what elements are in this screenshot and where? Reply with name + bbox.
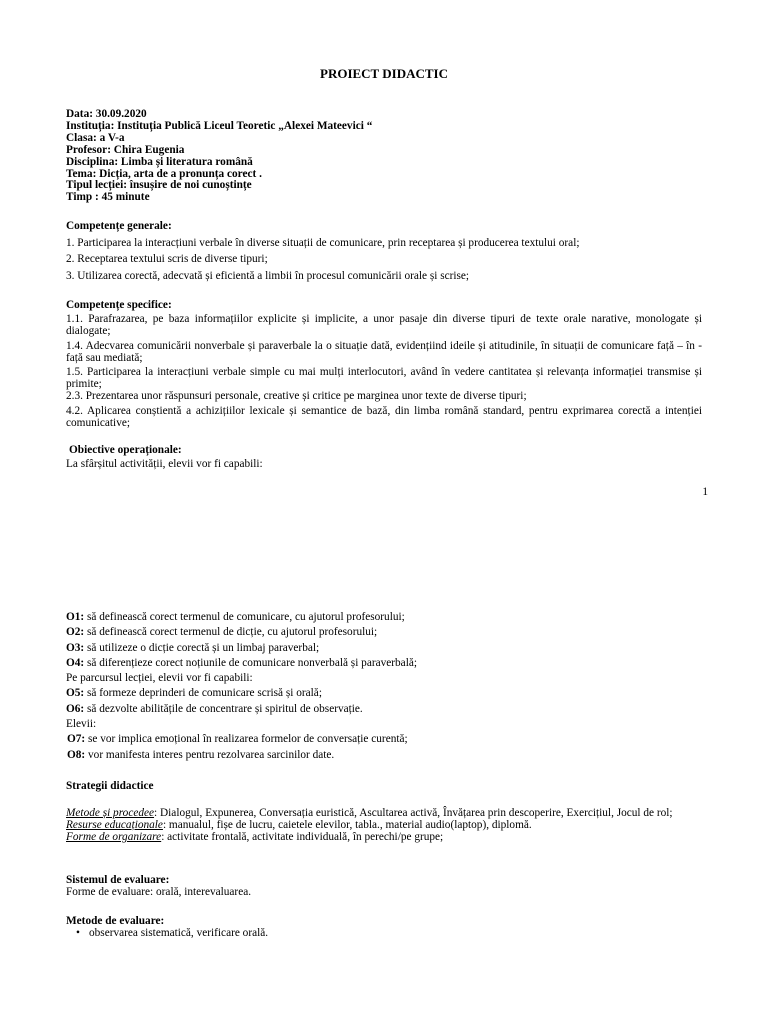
header-class: Clasa: a V-a xyxy=(66,131,125,144)
objective-text: să dezvolte abilitățile de concentrare și spiritul de observație. xyxy=(84,702,363,715)
organization-text: : activitate frontală, activitate individuală, în perechi/pe grupe; xyxy=(161,831,444,844)
methods-label: Metode și procedee xyxy=(66,807,155,819)
lesson-intro: Pe parcursul lecției, elevii vor fi capabili: xyxy=(66,672,253,685)
methods-line xyxy=(66,807,702,819)
header-date: Data: 30.09.2020 xyxy=(66,108,147,120)
objective-item xyxy=(66,656,702,671)
specific-competences xyxy=(66,299,702,429)
page-number: 1 xyxy=(702,486,708,498)
operational-objectives-heading: Obiective operaționale: xyxy=(69,444,182,456)
objective-text: vor manifesta interes pentru rezolvarea sarcinilor date. xyxy=(85,748,335,761)
header-time: Timp : 45 minute xyxy=(66,191,150,204)
resources-label: Resurse educaționale xyxy=(66,819,163,832)
specific-competence-item: 4.2. Aplicarea conștientă a achizițiilor lexicale și semantice de bază, din limba română standard, pentru exprimarea corectă a intenției comunicative; xyxy=(66,404,702,429)
evaluation-method-item: • observarea sistematică, verificare orală. xyxy=(66,927,702,939)
objective-code: O3: xyxy=(66,641,85,654)
resources-line xyxy=(66,819,702,831)
specific-competence-item: 1.4. Adecvarea comunicării nonverbale și paraverbale la o situație dată, evidențiind ideile și atitudinile, în situații de comunicare față – în - față sau mediată; xyxy=(66,339,702,364)
objective-item xyxy=(66,686,702,701)
objective-code: O6: xyxy=(66,702,85,715)
evaluation-methods-heading: Metode de evaluare: xyxy=(66,915,165,927)
evaluation-forms: Forme de evaluare: orală, interevaluarea. xyxy=(66,886,252,899)
objective-item xyxy=(66,625,702,640)
document-title: PROIECT DIDACTIC xyxy=(320,66,448,81)
strategies-heading: Strategii didactice xyxy=(66,780,154,792)
objectives-list xyxy=(66,610,702,763)
header-discipline: Disciplina: Limba și literatura română xyxy=(66,155,253,168)
objective-item xyxy=(66,610,702,625)
objective-code: O4: xyxy=(66,656,85,669)
operational-objectives-intro: La sfârșitul activității, elevii vor fi capabili: xyxy=(66,458,263,471)
objective-item xyxy=(66,732,702,747)
methods-text: : Dialogul, Expunerea, Conversația euristică, Ascultarea activă, Învățarea prin descoperire, Exercițiul, Jocul de rol; xyxy=(154,807,673,819)
organization-label: Forme de organizare xyxy=(66,831,162,844)
specific-competences-heading: Competențe specifice: xyxy=(66,299,172,311)
objective-code: O8: xyxy=(67,748,86,761)
evaluation-system xyxy=(66,874,702,898)
resources-text: : manualul, fișe de lucru, caietele elevilor, tabla., material audio(laptop), diplomă. xyxy=(162,819,532,832)
operational-objectives xyxy=(66,444,702,470)
objective-text: să utilizeze o dicție corectă și un limbaj paraverbal; xyxy=(84,641,320,654)
objective-text: să definească corect termenul de dicție, cu ajutorul profesorului; xyxy=(84,626,378,639)
objective-item xyxy=(66,702,702,717)
objective-code: O5: xyxy=(66,687,85,700)
general-competences xyxy=(66,220,702,282)
header-teacher: Profesor: Chira Eugenia xyxy=(66,143,185,156)
specific-competence-item: 1.5. Participarea la interacțiuni verbale simple cu mai mulți interlocutori, având în vedere cantitatea și relevanța informației transmise și primite; xyxy=(66,366,702,391)
specific-competence-item: 1.1. Parafrazarea, pe baza informațiilor explicite și implicite, a unor pasaje din diverse tipuri de texte orale narative, monologate și dialogate; xyxy=(66,313,702,338)
header-topic: Tema: Dicția, arta de a pronunța corect . xyxy=(66,167,262,180)
objective-text: să definească corect termenul de comunicare, cu ajutorul profesorului; xyxy=(84,611,405,623)
specific-competence-item: 2.3. Prezentarea unor răspunsuri personale, creative și critice pe marginea unor texte de diverse tipuri; xyxy=(66,390,527,403)
objective-item xyxy=(66,748,702,763)
general-competence-item: 1. Participarea la interacțiuni verbale în diverse situații de comunicare, prin receptarea și producerea textului oral; xyxy=(66,237,580,250)
header-block xyxy=(66,109,706,204)
strategies-block xyxy=(66,807,702,844)
objective-item xyxy=(66,641,702,656)
evaluation-methods xyxy=(66,915,702,939)
general-competences-heading: Competențe generale: xyxy=(66,220,172,232)
header-institution: Instituția: Instituția Publică Liceul Teoretic „Alexei Mateevici “ xyxy=(66,119,373,132)
header-lesson-type: Tipul lecției: însușire de noi cunoștințe xyxy=(66,179,252,192)
objective-text: să formeze deprinderi de comunicare scrisă și orală; xyxy=(84,687,322,700)
objective-text: să diferențieze corect noțiunile de comunicare nonverbală și paraverbală; xyxy=(84,656,417,669)
objective-text: se vor implica emoțional în realizarea formelor de conversație curentă; xyxy=(85,733,408,746)
objective-code: O2: xyxy=(66,626,85,639)
general-competence-item: 3. Utilizarea corectă, adecvată și eficientă a limbii în procesul comunicării orale și scrise; xyxy=(66,269,470,282)
general-competence-item: 2. Receptarea textului scris de diverse tipuri; xyxy=(66,253,268,266)
evaluation-methods-list xyxy=(66,927,702,939)
objective-code: O1: xyxy=(66,611,85,623)
organization-line xyxy=(66,831,702,843)
students-label: Elevii: xyxy=(66,718,97,731)
evaluation-system-heading: Sistemul de evaluare: xyxy=(66,874,170,886)
objective-code: O7: xyxy=(67,733,86,746)
